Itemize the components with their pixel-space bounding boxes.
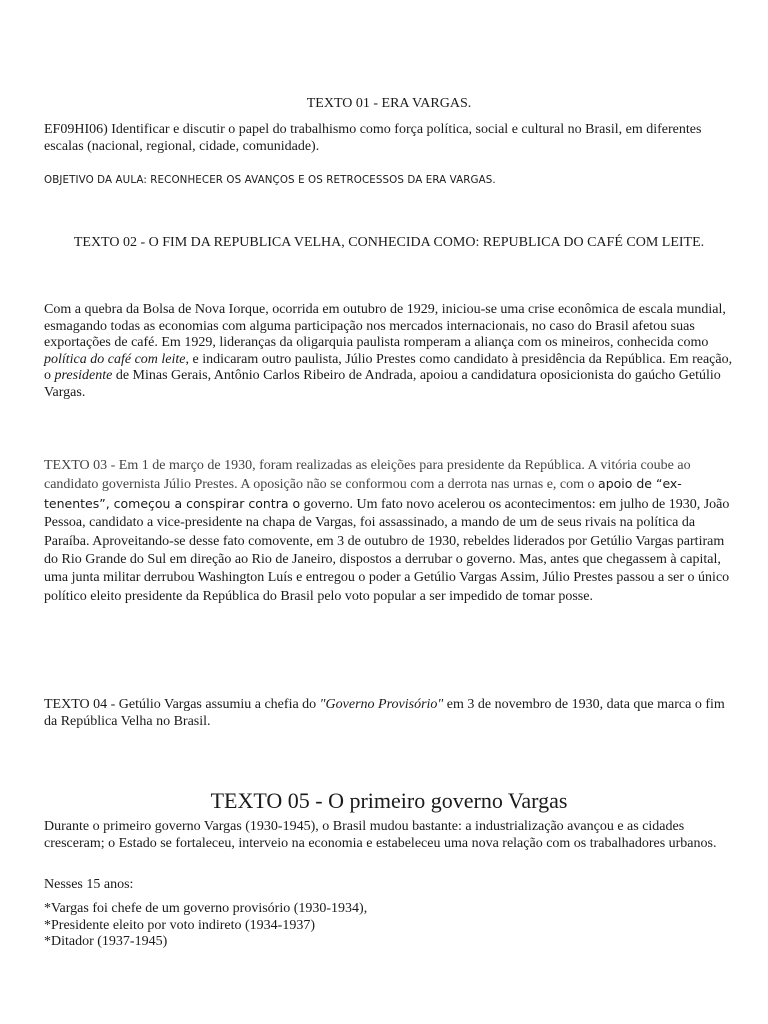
texto03-paragraph <box>44 457 734 606</box>
texto04-text-a: TEXTO 04 - Getúlio Vargas assumiu a chefia do <box>44 697 320 712</box>
texto03-text-b: governo. Um fato novo acelerou os acontecimentos: em julho de 1930, João Pessoa, candidato a vice-presidente na chapa de Vargas, foi assassinado, a mando de um de seus rivais na política da Paraíba. Aproveitando-se desse fato comovente, em 3 de outubro de 1930, rebeldes liderados por Getúlio Vargas partiram do Rio Grande do Sul em direção ao Rio de Janeiro, dispostos a derrubar o governo. Mas, antes que chegassem à capital, uma junta militar derrubou Washington Luís e entregou o poder a Getúlio Vargas Assim, Júlio Prestes passou a ser o único político eleito presidente da República do Brasil pelo voto popular a ser impedido de tomar posse. <box>44 496 730 604</box>
texto02-title: TEXTO 02 - O FIM DA REPUBLICA VELHA, CONHECIDA COMO: REPUBLICA DO CAFÉ COM LEITE. <box>73 235 705 250</box>
texto05-intro: Nesses 15 anos: <box>44 877 134 892</box>
list-item: *Presidente eleito por voto indireto (1934-1937) <box>44 917 315 933</box>
texto02-emphasis-2: presidente <box>54 368 113 383</box>
texto05-title: TEXTO 05 - O primeiro governo Vargas <box>210 788 568 813</box>
texto05-list <box>44 901 734 951</box>
texto02-text-a: Com a quebra da Bolsa de Nova Iorque, ocorrida em outubro de 1929, iniciou-se uma crise econômica de escala mundial, esmagando todas as economias com alguma participação nos mercados internacionais, no caso do Brasil afetou suas exportações de café. Em 1929, lideranças da oligarquia paulista romperam a aliança com os mineiros, conhecida como <box>44 302 726 350</box>
list-item: *Vargas foi chefe de um governo provisório (1930-1934), <box>44 901 368 916</box>
lesson-objective: OBJETIVO DA AULA: RECONHECER OS AVANÇOS E OS RETROCESSOS DA ERA VARGAS. <box>44 174 496 186</box>
texto02-paragraph <box>44 302 734 401</box>
skill-description: EF09HI06) Identificar e discutir o papel do trabalhismo como força política, social e cultural no Brasil, em diferentes escalas (nacional, regional, cidade, comunidade). <box>44 122 702 154</box>
texto01-title: TEXTO 01 - ERA VARGAS. <box>306 96 472 111</box>
texto03-text-a: TEXTO 03 - Em 1 de março de 1930, foram realizadas as eleições para presidente da República. A vitória coube ao candidato governista Júlio Prestes. A oposição não se conformou com a derrota nas urnas e, com o <box>44 458 691 493</box>
texto04-paragraph <box>44 697 734 730</box>
texto05-paragraph: Durante o primeiro governo Vargas (1930-1945), o Brasil mudou bastante: a industrialização avançou e as cidades cresceram; o Estado se fortaleceu, interveio na economia e estabeleceu uma nova relação com os trabalhadores urbanos. <box>44 819 717 851</box>
texto04-emphasis: "Governo Provisório" <box>319 697 444 712</box>
texto02-text-c: de Minas Gerais, Antônio Carlos Ribeiro de Andrada, apoiou a candidatura oposicionista do gaúcho Getúlio Vargas. <box>44 368 721 400</box>
texto04-text-b: em 3 de novembro de 1930, data que marca o fim da República Velha no Brasil. <box>44 697 725 729</box>
texto03-text-sans: apoio de “ex-tenentes”, começou a conspirar contra o <box>44 476 682 511</box>
texto02-text-b: , e indicaram outro paulista, Júlio Prestes como candidato à presidência da República. Em reação, o <box>44 351 733 383</box>
texto02-emphasis-1: política do café com leite <box>44 351 186 367</box>
list-item: *Ditador (1937-1945) <box>44 934 168 949</box>
